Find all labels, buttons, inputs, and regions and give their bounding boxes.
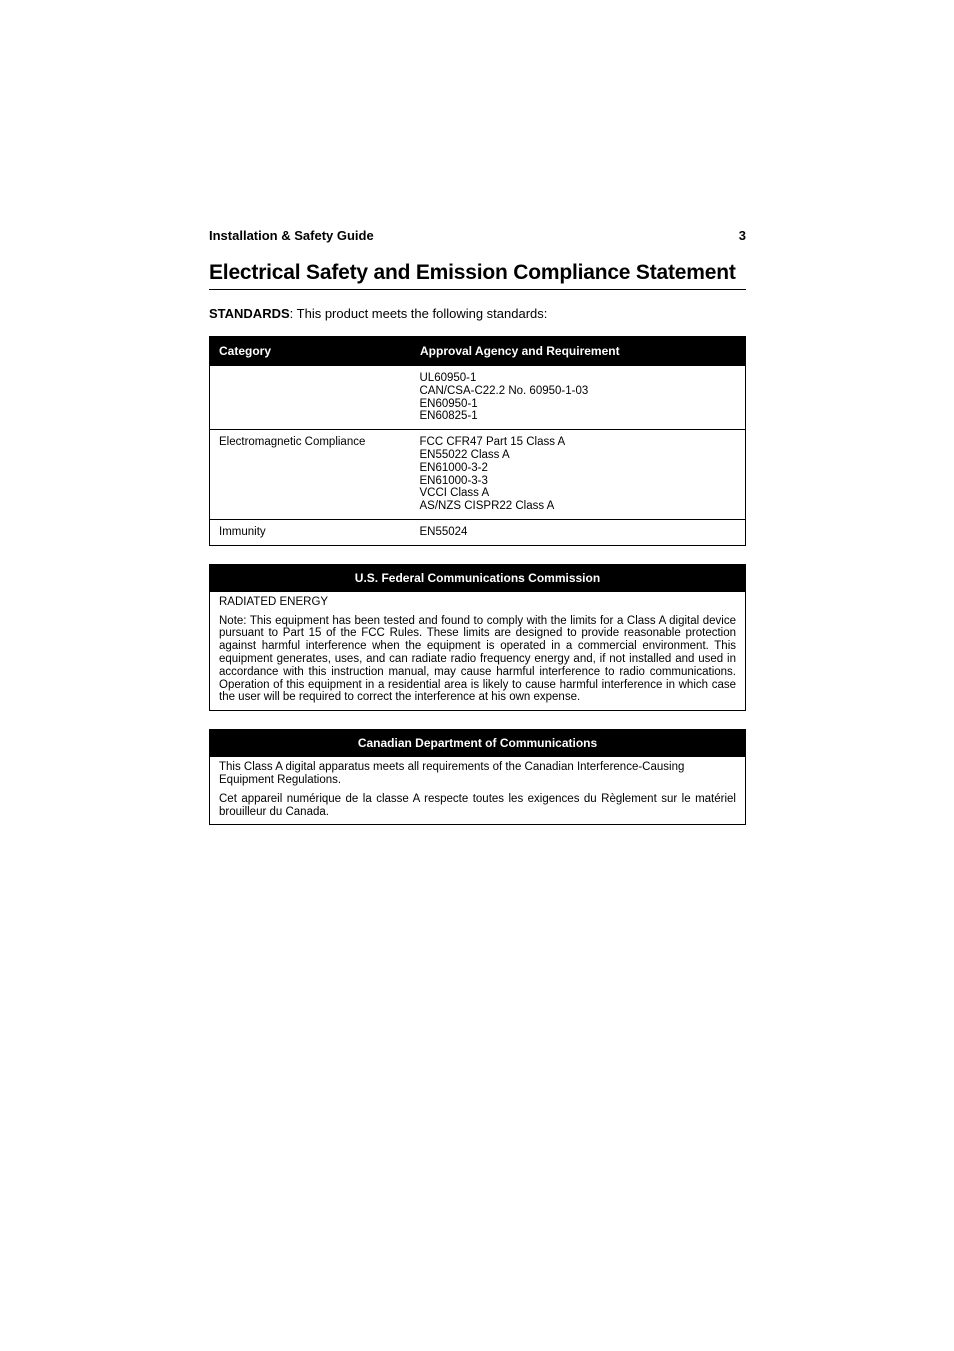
requirement-cell xyxy=(411,430,746,520)
category-cell: Immunity xyxy=(210,519,411,545)
canada-notice-body xyxy=(210,757,745,824)
fcc-notice-body xyxy=(210,592,745,710)
requirement-item: UL60950-1 xyxy=(419,372,477,384)
requirement-item: EN60825-1 xyxy=(419,410,478,423)
standards-intro-text: : This product meets the following standards: xyxy=(289,306,548,321)
requirement-item: EN61000-3-3 xyxy=(419,474,488,487)
running-header xyxy=(209,226,746,246)
canada-notice-box xyxy=(209,729,746,825)
requirement-item: VCCI Class A xyxy=(419,487,490,500)
canada-notice-title: Canadian Department of Communications xyxy=(210,730,745,757)
column-header-category: Category xyxy=(210,337,411,366)
table-row xyxy=(210,430,746,520)
requirement-item: CAN/CSA-C22.2 No. 60950-1-03 xyxy=(419,384,589,397)
requirement-item: EN55024 xyxy=(419,525,468,538)
fcc-notice-box xyxy=(209,564,746,711)
requirement-item: EN60950-1 xyxy=(419,397,478,410)
requirement-cell xyxy=(411,519,746,545)
requirement-cell xyxy=(411,366,746,430)
standards-table xyxy=(209,336,746,546)
page-content xyxy=(209,226,746,825)
column-header-requirement: Approval Agency and Requirement xyxy=(411,337,746,366)
category-cell xyxy=(210,366,411,430)
canada-notice-french: Cet appareil numérique de la classe A respecte toutes les exigences du Règlement sur le matériel brouilleur du Canada. xyxy=(219,792,736,818)
fcc-notice-title: U.S. Federal Communications Commission xyxy=(210,565,745,592)
table-row xyxy=(210,366,746,430)
table-row xyxy=(210,519,746,545)
standards-table-header-row xyxy=(210,337,746,366)
requirement-item: EN55022 Class A xyxy=(419,448,510,461)
requirement-item: AS/NZS CISPR22 Class A xyxy=(419,500,555,513)
standards-intro xyxy=(209,305,746,323)
fcc-notice-text: Note: This equipment has been tested and found to comply with the limits for a Class A digital device pursuant to Part 15 of the FCC Rules. These limits are designed to provide reasonable protection against harmful interference when the equipment is operated in a commercial environment. This equipment generates, uses, and can radiate radio frequency energy and, if not installed and used in accordance with this instruction manual, may cause harmful interference to radio communications. Operation of this equipment in a residential area is likely to cause harmful interference in which case the user will be required to correct the interference at his own expense. xyxy=(219,614,736,704)
page-number: 3 xyxy=(738,228,746,243)
requirement-item: EN61000-3-2 xyxy=(419,461,488,474)
fcc-notice-subtitle: RADIATED ENERGY xyxy=(219,595,329,608)
category-cell: Electromagnetic Compliance xyxy=(210,430,411,520)
requirement-item: FCC CFR47 Part 15 Class A xyxy=(419,436,566,449)
page-title: Electrical Safety and Emission Compliance Statement xyxy=(209,260,746,290)
standards-label: STANDARDS xyxy=(209,306,290,321)
guide-title: Installation & Safety Guide xyxy=(209,228,374,243)
canada-notice-english: This Class A digital apparatus meets all requirements of the Canadian Interference-Causing Equipment Regulations. xyxy=(219,761,685,786)
